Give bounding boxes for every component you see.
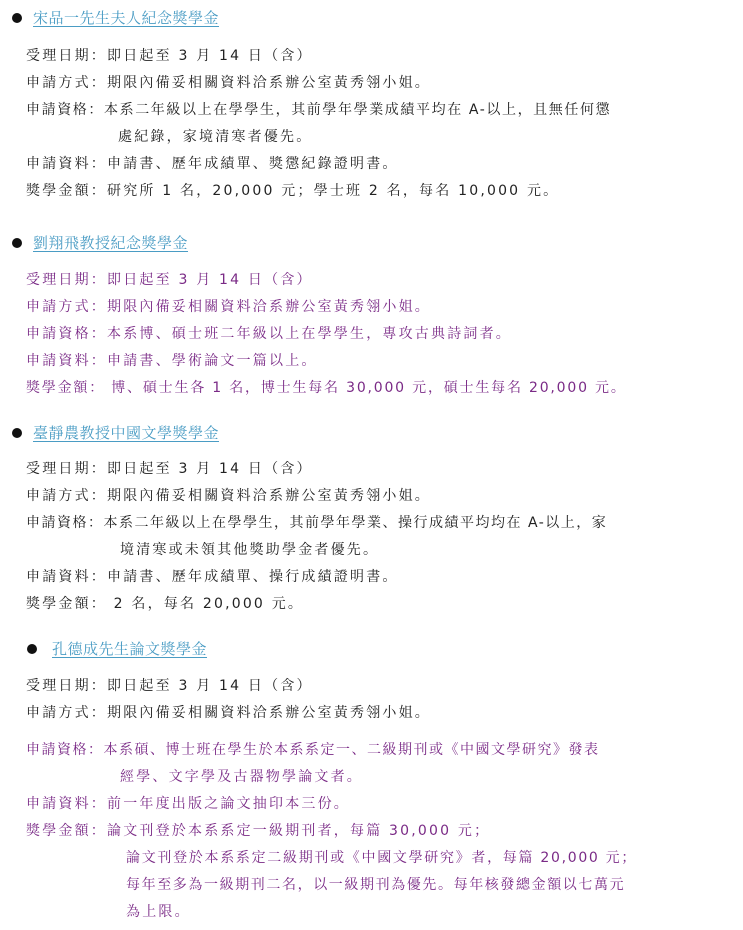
scholarship-title-link[interactable]: 劉翔飛教授紀念獎學金 — [33, 234, 189, 252]
row-label: 受理日期： — [26, 678, 107, 694]
row-label: 申請方式： — [26, 488, 107, 504]
row-label: 受理日期： — [26, 272, 107, 288]
row-label: 申請方式： — [26, 299, 107, 315]
row-value: 即日起至 3 月 14 日（含） — [107, 272, 313, 288]
info-row-documents — [26, 348, 318, 375]
scholarship-title-link[interactable]: 臺靜農教授中國文學獎學金 — [33, 424, 220, 442]
row-value: 本系二年級以上在學學生，其前學年學業成績平均在 A-以上，且無任何懲 — [104, 102, 612, 118]
row-label: 申請資格： — [26, 326, 107, 342]
info-row-method — [26, 70, 431, 97]
scholarship-title-link[interactable]: 宋品一先生夫人紀念獎學金 — [33, 9, 220, 27]
row-value: 2 名，每名 20,000 元。 — [107, 596, 305, 612]
row-label: 申請資格： — [26, 515, 104, 531]
row-continuation: 境清寒或未領其他獎助學金者優先。 — [120, 542, 380, 558]
row-continuation: 處紀錄，家境清寒者優先。 — [118, 129, 313, 145]
row-label: 申請資料： — [26, 353, 107, 369]
row-value: 即日起至 3 月 14 日（含） — [107, 461, 313, 477]
row-value: 本系博、碩士班二年級以上在學學生，專攻古典詩詞者。 — [107, 326, 512, 342]
row-value: 期限內備妥相關資料洽系辦公室黃秀翎小姐。 — [107, 705, 431, 721]
bullet-icon — [12, 13, 22, 23]
row-label: 申請方式： — [26, 75, 107, 91]
info-row-eligibility — [26, 510, 607, 537]
scholarship-title-link[interactable]: 孔德成先生論文獎學金 — [52, 640, 208, 658]
row-value: 研究所 1 名，20,000 元；學士班 2 名，每名 10,000 元。 — [107, 183, 560, 199]
info-row-date — [26, 673, 313, 700]
row-label: 受理日期： — [26, 461, 107, 477]
row-continuation: 經學、文字學及古器物學論文者。 — [120, 769, 363, 785]
row-value: 期限內備妥相關資料洽系辦公室黃秀翎小姐。 — [107, 75, 431, 91]
row-value: 前一年度出版之論文抽印本三份。 — [107, 796, 350, 812]
info-row-method — [26, 294, 431, 321]
row-label: 獎學金額： — [26, 183, 107, 199]
row-value: 即日起至 3 月 14 日（含） — [107, 48, 313, 64]
info-row-eligibility — [26, 321, 512, 348]
row-continuation: 論文刊登於本系系定二級期刊或《中國文學研究》者，每篇 20,000 元； — [126, 850, 638, 866]
row-label: 申請資格： — [26, 102, 104, 118]
info-row-amount — [26, 591, 304, 618]
info-row-eligibility — [26, 737, 600, 764]
row-label: 申請資料： — [26, 569, 107, 585]
bullet-icon — [12, 428, 22, 438]
info-row-method — [26, 700, 431, 727]
row-continuation: 每年至多為一級期刊二名，以一級期刊為優先。每年核發總金額以七萬元 — [126, 877, 626, 893]
info-row-amount — [26, 818, 490, 845]
row-label: 申請資料： — [26, 156, 107, 172]
info-row-date — [26, 456, 313, 483]
row-label: 申請方式： — [26, 705, 107, 721]
info-row-date — [26, 267, 313, 294]
row-value: 申請書、歷年成績單、操行成績證明書。 — [107, 569, 399, 585]
row-continuation: 為上限。 — [126, 904, 191, 920]
row-value: 期限內備妥相關資料洽系辦公室黃秀翎小姐。 — [107, 488, 431, 504]
row-value: 申請書、學術論文一篇以上。 — [107, 353, 318, 369]
row-label: 獎學金額： — [26, 596, 107, 612]
row-label: 申請資料： — [26, 796, 107, 812]
info-row-documents — [26, 564, 399, 591]
row-label: 申請資格： — [26, 742, 104, 758]
info-row-documents — [26, 791, 350, 818]
row-value: 本系碩、博士班在學生於本系系定一、二級期刊或《中國文學研究》發表 — [103, 742, 600, 758]
info-row-documents — [26, 151, 399, 178]
row-label: 獎學金額： — [26, 380, 105, 396]
row-value: 申請書、歷年成績單、獎懲紀錄證明書。 — [107, 156, 399, 172]
row-value: 即日起至 3 月 14 日（含） — [107, 678, 313, 694]
info-row-eligibility — [26, 97, 611, 124]
row-label: 受理日期： — [26, 48, 107, 64]
row-value: 博、碩士生各 1 名，博士生每名 30,000 元，碩士生每名 20,000 元。 — [105, 380, 627, 396]
row-value: 期限內備妥相關資料洽系辦公室黃秀翎小姐。 — [107, 299, 431, 315]
info-row-amount — [26, 178, 559, 205]
info-row-method — [26, 483, 431, 510]
bullet-icon — [12, 238, 22, 248]
row-label: 獎學金額： — [26, 823, 107, 839]
row-value: 論文刊登於本系系定一級期刊者，每篇 30,000 元； — [107, 823, 491, 839]
info-row-amount — [26, 375, 627, 402]
bullet-icon — [27, 644, 37, 654]
row-value: 本系二年級以上在學學生，其前學年學業、操行成績平均均在 A-以上，家 — [103, 515, 608, 531]
info-row-date — [26, 43, 313, 70]
